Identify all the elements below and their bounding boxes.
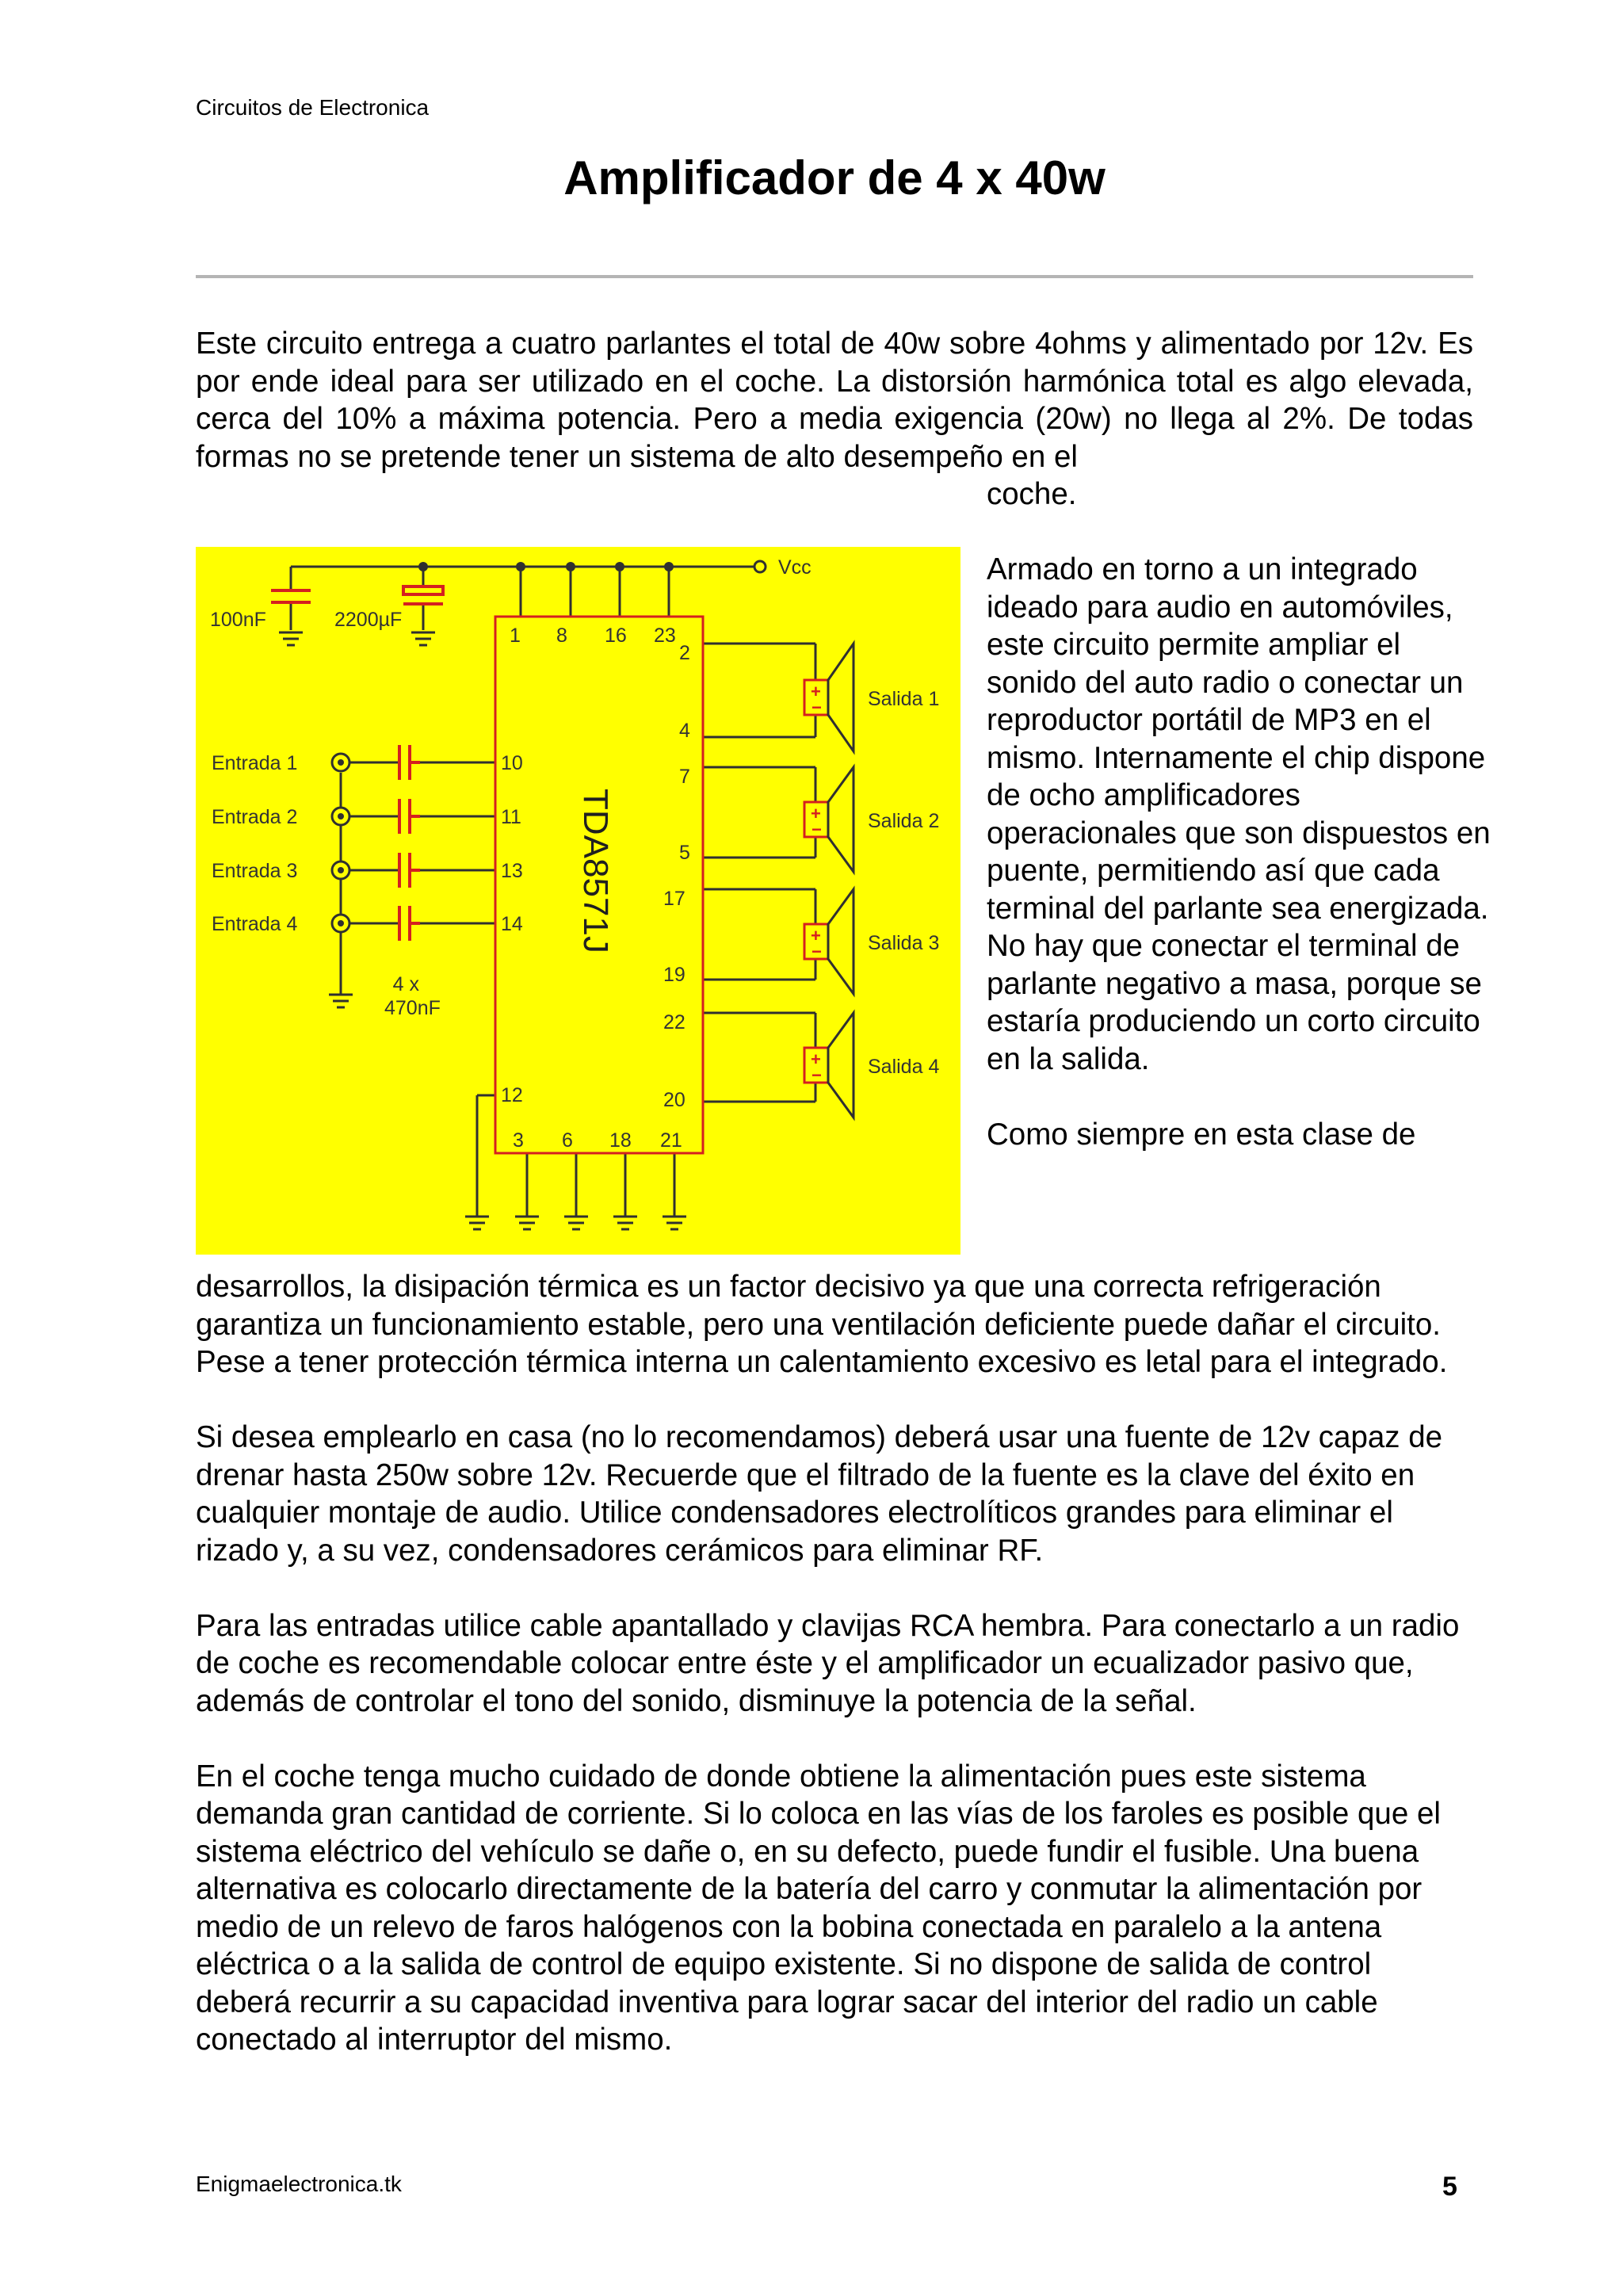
paragraph-casa: Si desea emplearlo en casa (no lo recomendamos) deberá usar una fuente de 12v capaz de drenar hasta 250w sobre 12v. Recuerde que el filtrado de la fuente es la clave del éxito en cualquier montaje de audio. Utilice condensadores electrolíticos grandes para eliminar el rizado y, a su vez, condensadores cerámicos para eliminar RF. <box>196 1420 1443 1568</box>
pin-label: 22 <box>663 1011 685 1033</box>
output-label: Salida 3 <box>868 932 940 954</box>
minus-sign: − <box>812 942 822 961</box>
vcc-label: Vcc <box>778 556 812 579</box>
pin-label: 19 <box>663 964 685 986</box>
pin-label: 13 <box>501 860 523 882</box>
pin-label: 12 <box>501 1084 523 1106</box>
pin-label: 20 <box>663 1089 685 1111</box>
pin-label: 4 <box>679 720 690 742</box>
minus-sign: − <box>812 697 822 717</box>
side-paragraph: Armado en torno a un integrado ideado para audio en automóviles, este circuito permite ampliar el sonido del auto radio o conectar un reproductor portátil de MP3 en el mismo. Internamente el chip dispone de ocho amplificadores operacionales que son dispuestos en puente, permitiendo así que cada terminal del parlante sea energizada. No hay que conectar el terminal de parlante negativo a masa, porque se estaría produciendo un corto circuito en la salida. <box>987 552 1491 1076</box>
plus-sign: + <box>811 1049 821 1069</box>
pin-label: 14 <box>501 913 523 935</box>
pin-label: 18 <box>609 1129 632 1152</box>
minus-sign: − <box>812 1065 822 1085</box>
input-label: Entrada 1 <box>212 752 298 774</box>
input-label: Entrada 3 <box>212 860 298 882</box>
plus-sign: + <box>811 804 821 823</box>
caps-value-label: 470nF <box>384 997 441 1019</box>
pin-label: 17 <box>663 888 685 910</box>
input-label: Entrada 4 <box>212 913 298 935</box>
pin-label: 6 <box>562 1129 573 1152</box>
paragraph-coche: En el coche tenga mucho cuidado de donde obtiene la alimentación pues este sistema demanda gran cantidad de corriente. Si lo coloca en las vías de los faroles es posible que el sistema eléctrico del vehículo se dañe o, en su defecto, puede fundir el fusible. Una buena alternativa es colocarlo directamente de la batería del carro y conmutar la alimentación por medio de un relevo de faros halógenos con la bobina conectada en paralelo a la antena eléctrica o a la salida de control de equipo existente. Si no dispone de salida de control deberá recurrir a su capacidad inventiva para lograr sacar del interior del radio un cable conectado al interruptor del mismo. <box>196 1759 1441 2057</box>
paragraph-entradas: Para las entradas utilice cable apantallado y clavijas RCA hembra. Para conectarlo a un radio de coche es recomendable colocar entre éste y el amplificador un ecualizador pasivo que, además de controlar el tono del sonido, disminuye la potencia de la señal. <box>196 1608 1460 1718</box>
title-divider <box>196 275 1473 278</box>
side-paragraph-start: Como siempre en esta clase de <box>987 1117 1416 1152</box>
cap-2200uf-label: 2200µF <box>334 609 403 631</box>
pin-label: 2 <box>679 642 690 664</box>
pin-label: 7 <box>679 766 690 788</box>
pin-label: 3 <box>513 1129 524 1152</box>
intro-paragraph-end: coche. <box>987 477 1077 511</box>
pin-label: 1 <box>510 625 521 647</box>
pin-label: 5 <box>679 842 690 864</box>
intro-paragraph: Este circuito entrega a cuatro parlantes el total de 40w sobre 4ohms y alimentado por 12v. Es por ende ideal para ser utilizado en el coche. La distorsión harmónica total es algo elevada, cerca del 10% a máxima potencia. Pero a media exigencia (20w) no llega al 2%. De todas formas no se pretende tener un sistema de alto desempeño en el <box>196 327 1473 474</box>
page-number: 5 <box>1442 2172 1457 2202</box>
input-label: Entrada 2 <box>212 806 298 828</box>
plus-sign: + <box>811 682 821 701</box>
pin-label: 16 <box>605 625 627 647</box>
cap-100nf-label: 100nF <box>210 609 266 631</box>
page-title: Amplificador de 4 x 40w <box>563 151 1106 204</box>
plus-sign: + <box>811 926 821 946</box>
pin-label: 23 <box>654 625 676 647</box>
caps-count-label: 4 x <box>392 973 419 995</box>
side-column <box>987 551 1494 1153</box>
chip-label: TDA8571J <box>576 789 615 953</box>
pin-label: 11 <box>501 806 521 828</box>
pin-label: 21 <box>660 1129 682 1152</box>
pin-label: 8 <box>556 625 567 647</box>
output-label: Salida 4 <box>868 1056 940 1078</box>
circuit-schematic <box>196 547 960 1255</box>
output-label: Salida 1 <box>868 688 940 710</box>
running-header: Circuitos de Electronica <box>196 95 430 120</box>
minus-sign: − <box>812 819 822 839</box>
pin-label: 10 <box>501 752 523 774</box>
footer-site: Enigmaelectronica.tk <box>196 2172 402 2196</box>
output-label: Salida 2 <box>868 810 940 832</box>
body-text <box>196 1268 1473 2059</box>
paragraph-continuation: desarrollos, la disipación térmica es un factor decisivo ya que una correcta refrigeración garantiza un funcionamiento estable, pero una ventilación deficiente puede dañar el circuito. Pese a tener protección térmica interna un calentamiento excesivo es letal para el integrado. <box>196 1270 1448 1379</box>
